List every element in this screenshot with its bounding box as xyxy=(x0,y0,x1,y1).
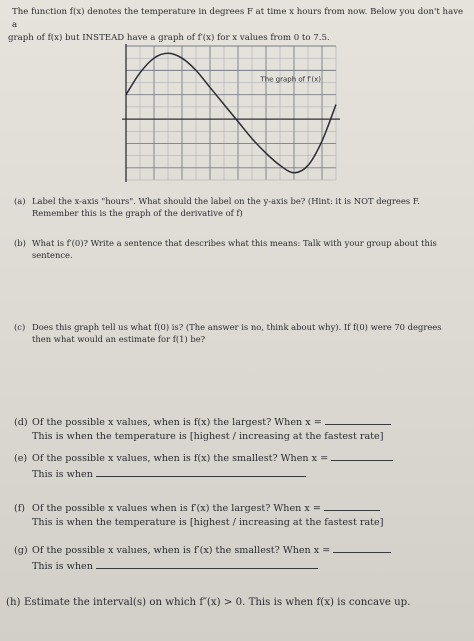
question-g-line-2: This is when xyxy=(32,561,93,572)
question-f-line-2: This is when the temperature is [highest / increasing at the fastest rate] xyxy=(32,517,384,528)
question-f xyxy=(14,500,469,530)
question-d-line-2: This is when the temperature is [highest / increasing at the fastest rate] xyxy=(32,431,384,442)
question-a-line-2: Remember this is the graph of the derivative of f) xyxy=(32,208,243,218)
question-c-line-2: then what would an estimate for f(1) be? xyxy=(32,334,206,344)
question-c-line-1: Does this graph tell us what f(0) is? (The answer is no, think about why). If f(0) were 70 degrees xyxy=(32,322,442,332)
question-d-line-1: Of the possible x values, when is f(x) the largest? When x = xyxy=(32,417,322,428)
question-c-label: (c) xyxy=(14,322,26,332)
question-e-line-2: This is when xyxy=(32,469,93,480)
question-a xyxy=(14,195,469,219)
question-b xyxy=(14,237,469,261)
question-a-line-1: Label the x-axis "hours". What should the label on the y-axis be? (Hint: it is NOT degrees F. xyxy=(32,196,420,206)
intro-text xyxy=(8,6,468,45)
graph-label: The graph of f′(x) xyxy=(260,75,321,84)
question-b-label: (b) xyxy=(14,238,26,248)
question-h-line-1: Estimate the interval(s) on which f″(x) > 0. This is when f(x) is concave up. xyxy=(24,597,411,608)
question-a-label: (a) xyxy=(14,196,26,206)
answer-area-b[interactable] xyxy=(30,262,460,317)
question-d-label: (d) xyxy=(14,417,28,428)
answer-area-c[interactable] xyxy=(30,348,460,408)
intro-line-1: The function f(x) denotes the temperature in degrees F at time x hours from now. Below you don't have a xyxy=(12,7,464,30)
question-g-line-1: Of the possible x values, when is f′(x) the smallest? When x = xyxy=(32,545,331,556)
question-c xyxy=(14,321,469,345)
question-b-line-2: sentence. xyxy=(32,250,73,260)
intro-line-2: graph of f(x) but INSTEAD have a graph of f′(x) for x values from 0 to 7.5. xyxy=(8,33,330,43)
question-h-label: (h) xyxy=(6,597,21,608)
question-b-line-1: What is f′(0)? Write a sentence that describes what this means: Talk with your group about this xyxy=(32,238,437,248)
question-h xyxy=(6,596,461,610)
answer-blank-d[interactable] xyxy=(325,414,391,425)
answer-blank-g-x[interactable] xyxy=(333,542,391,553)
question-e xyxy=(14,450,469,482)
answer-blank-g-meaning[interactable] xyxy=(96,558,318,569)
question-e-line-1: Of the possible x values, when is f(x) the smallest? When x = xyxy=(32,453,329,464)
question-g-label: (g) xyxy=(14,545,28,556)
question-f-label: (f) xyxy=(14,503,26,514)
derivative-curve xyxy=(126,53,336,172)
question-e-label: (e) xyxy=(14,453,28,464)
answer-blank-e-meaning[interactable] xyxy=(96,466,306,477)
derivative-chart xyxy=(118,42,344,184)
question-d xyxy=(14,414,469,444)
answer-blank-e-x[interactable] xyxy=(331,450,393,461)
question-f-line-1: Of the possible x values when is f′(x) the largest? When x = xyxy=(32,503,321,514)
answer-area-h[interactable] xyxy=(24,614,464,638)
answer-blank-f[interactable] xyxy=(324,500,380,511)
question-g xyxy=(14,542,469,574)
derivative-graph xyxy=(118,42,344,184)
